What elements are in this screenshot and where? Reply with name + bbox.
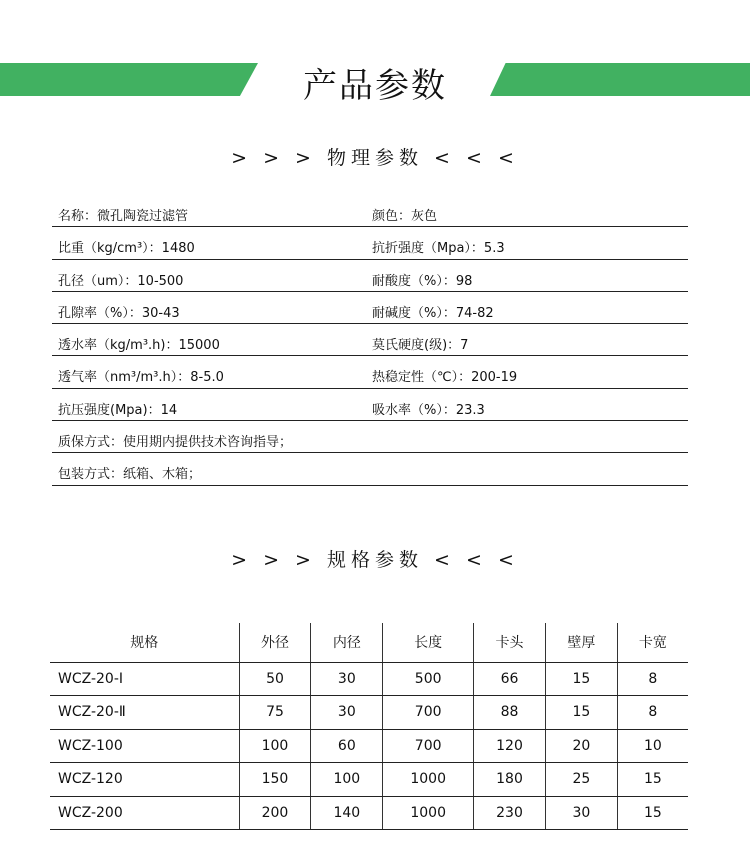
table-cell: 200 bbox=[239, 796, 311, 830]
table-cell: 150 bbox=[239, 763, 311, 797]
param-cell: 热稳定性（℃）：200-19 bbox=[372, 370, 518, 386]
table-cell: 15 bbox=[617, 763, 688, 797]
param-row bbox=[52, 292, 688, 324]
param-row bbox=[52, 227, 688, 259]
param-row bbox=[52, 195, 688, 227]
table-cell: 1000 bbox=[383, 763, 474, 797]
table-cell: 88 bbox=[474, 696, 546, 730]
param-cell: 孔隙率（%）：30-43 bbox=[58, 305, 180, 321]
table-cell: 8 bbox=[617, 662, 688, 696]
param-row bbox=[52, 324, 688, 356]
physical-params-list bbox=[52, 195, 688, 486]
table-cell: WCZ-100 bbox=[50, 729, 239, 763]
table-cell: 50 bbox=[239, 662, 311, 696]
table-cell: 120 bbox=[474, 729, 546, 763]
table-cell: WCZ-20-Ⅱ bbox=[50, 696, 239, 730]
spec-header-row bbox=[50, 623, 688, 662]
table-cell: 230 bbox=[474, 796, 546, 830]
column-header: 长度 bbox=[383, 623, 474, 662]
param-cell: 透水率（kg/m³.h)：15000 bbox=[58, 338, 220, 354]
table-cell: 8 bbox=[617, 696, 688, 730]
table-row bbox=[50, 729, 688, 763]
param-row bbox=[52, 453, 688, 485]
param-cell: 抗压强度(Mpa)：14 bbox=[58, 402, 178, 418]
param-cell: 孔径（um）：10-500 bbox=[58, 273, 184, 289]
table-cell: 700 bbox=[383, 696, 474, 730]
table-cell: 15 bbox=[545, 696, 617, 730]
table-cell: 20 bbox=[545, 729, 617, 763]
table-row bbox=[50, 662, 688, 696]
table-cell: 60 bbox=[311, 729, 383, 763]
column-header: 外径 bbox=[239, 623, 311, 662]
table-cell: 180 bbox=[474, 763, 546, 797]
page-title: 产品参数 bbox=[303, 66, 447, 106]
param-cell: 吸水率（%）：23.3 bbox=[372, 402, 485, 418]
param-cell: 比重（kg/cm³）：1480 bbox=[58, 241, 195, 257]
param-cell: 莫氏硬度(级)：7 bbox=[372, 338, 469, 354]
table-cell: 1000 bbox=[383, 796, 474, 830]
column-header: 壁厚 bbox=[545, 623, 617, 662]
column-header: 规格 bbox=[50, 623, 239, 662]
param-row bbox=[52, 389, 688, 421]
table-cell: 700 bbox=[383, 729, 474, 763]
physical-heading: > > > 物理参数 < < < bbox=[231, 147, 519, 169]
param-cell: 耐碱度（%）：74-82 bbox=[372, 305, 494, 321]
param-cell: 耐酸度（%）：98 bbox=[372, 273, 473, 289]
table-cell: 10 bbox=[617, 729, 688, 763]
param-cell: 名称：微孔陶瓷过滤管 bbox=[58, 209, 189, 224]
spec-heading: > > > 规格参数 < < < bbox=[231, 549, 519, 571]
table-cell: WCZ-120 bbox=[50, 763, 239, 797]
param-cell: 质保方式：使用期内提供技术咨询指导； bbox=[58, 435, 293, 451]
table-cell: 15 bbox=[617, 796, 688, 830]
table-row bbox=[50, 763, 688, 797]
table-cell: 75 bbox=[239, 696, 311, 730]
table-cell: 66 bbox=[474, 662, 546, 696]
table-cell: 30 bbox=[545, 796, 617, 830]
table-cell: 100 bbox=[311, 763, 383, 797]
param-row bbox=[52, 260, 688, 292]
table-cell: 30 bbox=[311, 696, 383, 730]
table-cell: 15 bbox=[545, 662, 617, 696]
spec-table bbox=[50, 623, 688, 830]
column-header: 卡头 bbox=[474, 623, 546, 662]
table-row bbox=[50, 796, 688, 830]
table-row bbox=[50, 696, 688, 730]
table-cell: 30 bbox=[311, 662, 383, 696]
table-cell: 25 bbox=[545, 763, 617, 797]
param-cell: 抗折强度（Mpa）：5.3 bbox=[372, 241, 505, 257]
param-row bbox=[52, 421, 688, 453]
table-cell: WCZ-20-Ⅰ bbox=[50, 662, 239, 696]
table-cell: 140 bbox=[311, 796, 383, 830]
table-cell: WCZ-200 bbox=[50, 796, 239, 830]
param-cell: 透气率（nm³/m³.h）：8-5.0 bbox=[58, 370, 224, 386]
param-cell: 包装方式：纸箱、木箱； bbox=[58, 467, 202, 483]
table-cell: 100 bbox=[239, 729, 311, 763]
param-row bbox=[52, 356, 688, 388]
table-cell: 500 bbox=[383, 662, 474, 696]
column-header: 卡宽 bbox=[617, 623, 688, 662]
column-header: 内径 bbox=[311, 623, 383, 662]
param-cell: 颜色：灰色 bbox=[372, 209, 438, 224]
